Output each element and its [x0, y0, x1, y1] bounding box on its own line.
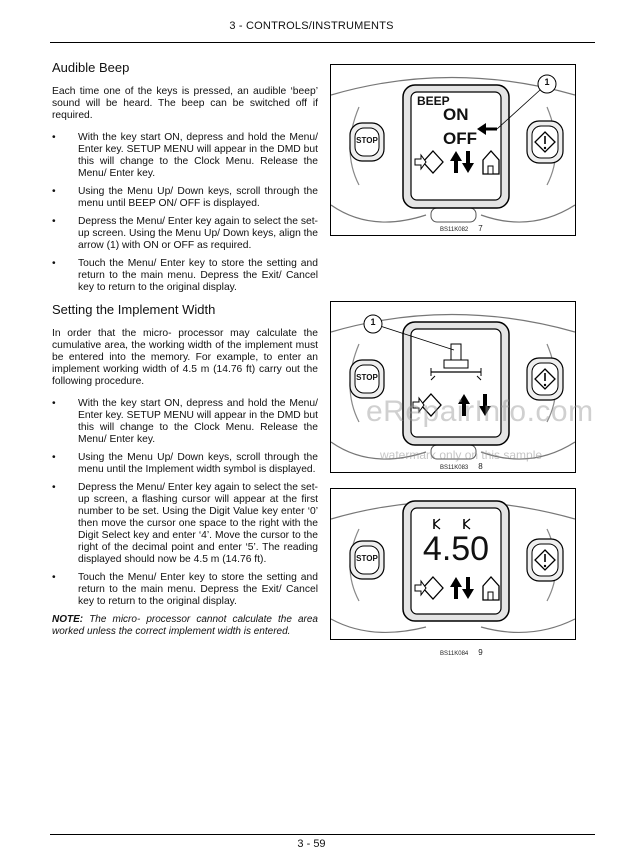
callout-number: 1 [544, 77, 550, 87]
figure-9-caption: BS11K084 9 [440, 648, 483, 657]
heading-audible-beep: Audible Beep [52, 60, 130, 75]
beep-display-illustration [331, 65, 575, 235]
list-item: • With the key start ON, depress and hold the Menu/ Enter key. SETUP MENU will appear in the DMD but this will change to the Clock Menu. Release the Menu/ Enter key. [52, 398, 318, 446]
figure-9 [330, 488, 576, 640]
implement-width-steps [52, 398, 318, 608]
callout-number: 1 [370, 317, 376, 327]
list-item: • Touch the Menu/ Enter key to store the setting and return to the main menu. Depress the Exit/ Cancel key to return to the original display. [52, 572, 318, 608]
list-item: • Depress the Menu/ Enter key again to select the set-up screen. Using the Menu Up/ Down keys, align the arrow (1) with ON or OFF as required. [52, 216, 318, 252]
page-header-title: 3 - CONTROLS/INSTRUMENTS [229, 20, 394, 32]
beep-off-text: OFF [443, 129, 477, 148]
list-item: • Depress the Menu/ Enter key again to select the set-up screen, a flashing cursor will appear at the first number to be set. Using the Digit Value key enter ‘0’ then move the cursor one space to the right with the Digit Select key and enter ‘4’. Move the cursor to the right of the decimal point and enter ‘5’. The reading displayed should now be 4.5 m (14.76 ft). [52, 482, 318, 566]
beep-on-text: ON [443, 105, 469, 124]
list-item: • Using the Menu Up/ Down keys, scroll through the menu until BEEP ON/ OFF is displayed. [52, 186, 318, 210]
left-column [52, 60, 318, 638]
warning-button [527, 358, 563, 400]
header-rule [50, 42, 595, 43]
stop-label: STOP [356, 554, 378, 563]
heading-implement-width: Setting the Implement Width [52, 302, 216, 317]
note-text: The micro- processor cannot calculate the area worked unless the correct implement width is entered. [52, 614, 318, 637]
warning-button [527, 539, 563, 581]
implement-display-illustration [331, 302, 575, 472]
list-item: • With the key start ON, depress and hold the Menu/ Enter key. SETUP MENU will appear in the DMD but this will change to the Clock Menu. Release the Menu/ Enter key. [52, 132, 318, 180]
beep-screen-title: BEEP [417, 94, 450, 108]
stop-label: STOP [356, 373, 378, 382]
page-number: 3 - 59 [297, 838, 326, 850]
watermark-logo-text: eRepairInfo.com [366, 395, 594, 428]
implement-width-intro: In order that the micro- processor may calculate the cumulative area, the working width of the implement must be entered into the memory. For example, to enter an implement working width of 4.5 m (14.76 ft) carry out the following procedure. [52, 328, 318, 387]
warning-button [527, 121, 563, 163]
width-value-readout: 4.50 [422, 530, 490, 568]
list-item: • Touch the Menu/ Enter key to store the setting and return to the main menu. Depress the Exit/ Cancel key to return to the original display. [52, 258, 318, 294]
figure-7-caption: BS11K082 7 [440, 224, 483, 233]
audible-beep-intro: Each time one of the keys is pressed, an audible ‘beep’ sound will be heard. The beep can be switched off if required. [52, 86, 318, 121]
footer-rule [50, 834, 595, 835]
stop-label: STOP [356, 136, 378, 145]
implement-width-note [52, 614, 318, 638]
audible-beep-steps [52, 132, 318, 294]
figure-8-caption: BS11K083 8 [440, 462, 483, 471]
list-item: • Using the Menu Up/ Down keys, scroll through the menu until the Implement width symbol is displayed. [52, 452, 318, 476]
watermark-sample-text: watermark only on this sample [380, 448, 543, 462]
figure-7 [330, 64, 576, 236]
note-label: NOTE: [52, 614, 84, 625]
